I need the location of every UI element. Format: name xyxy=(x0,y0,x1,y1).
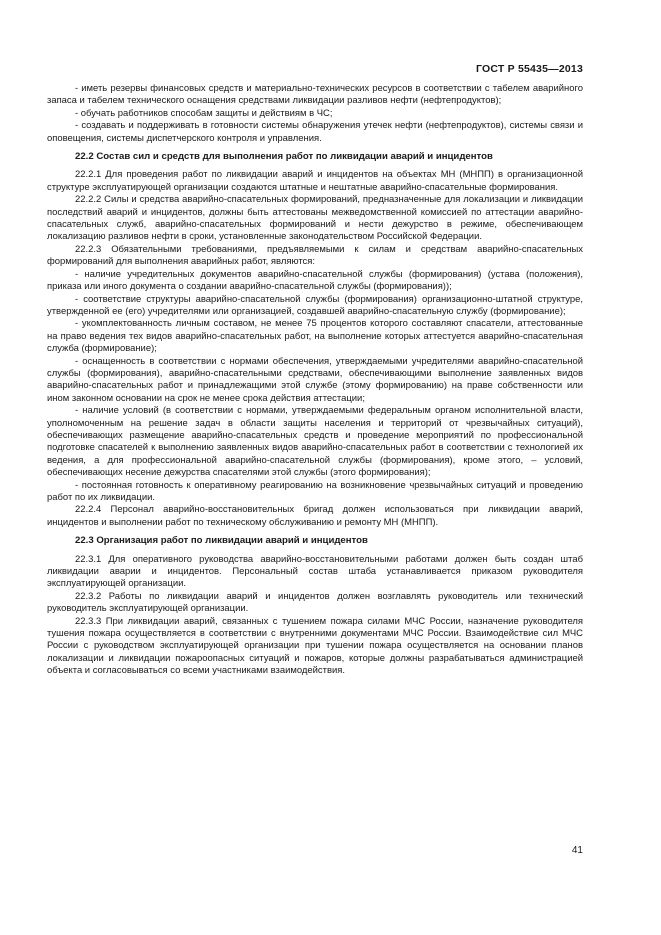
list-item: - наличие условий (в соответствии с нормами, утверждаемыми федеральным органом исполнительной власти, уполномоченным на решение задач в области защиты населения и территорий от чрезвычайных ситуаций), обеспечивающих размещение аварийно-спасательных средств и проведение мероприятий по профессиональной подготовке спасателей к выполнению заявленных видов аварийно-спасательных работ в соответствии с технологией их ведения, а для профессиональной аварийно-спасательной службы (формирования), кроме этого, – условий, обеспечивающих несение дежурства спасателями этой службы (этого формирования); xyxy=(47,405,583,479)
section-heading: 22.2 Состав сил и средств для выполнения работ по ликвидации аварий и инцидентов xyxy=(75,151,493,163)
paragraph: 22.2.3 Обязательными требованиями, предъявляемыми к силам и средствам аварийно-спасательных формирований для выполнения аварийных работ, являются: xyxy=(47,243,583,268)
paragraph: - иметь резервы финансовых средств и материально-технических ресурсов в соответствии с табелем аварийного запаса и табелем технического оснащения средствами ликвидации разливов нефти (нефтепродуктов); xyxy=(47,83,583,107)
standard-header: ГОСТ Р 55435—2013 xyxy=(475,63,583,75)
list-item: - соответствие структуры аварийно-спасательной службы (формирования) организационно-штатной структуре, утвержденной ее (его) учредителями или организацией, создавшей аварийно-спасательную службу (формирование); xyxy=(47,293,583,317)
paragraph: 22.2.4 Персонал аварийно-восстановительных бригад должен использоваться при ликвидации аварий, инцидентов и выполнении работ по техническому обслуживанию и ремонту МН (МНПП). xyxy=(47,504,583,528)
list-item: - наличие учредительных документов аварийно-спасательной службы (формирования) (устава (положения), приказа или иного документа о создании аварийно-спасательной службы (формирования)); xyxy=(47,268,583,293)
page-number: 41 xyxy=(571,845,583,856)
list-item: - оснащенность в соответствии с нормами обеспечения, утверждаемыми учредителями аварийно-спасательной службы (формирования), аварийно-спасательными средствами, обеспечивающими выполнение заявленных видов аварийно-спасательных работ и принадлежащими этой службе (этому формированию) на праве собственности или ином законном основании на срок не менее срока действия аттестации; xyxy=(47,355,583,404)
paragraph: - создавать и поддерживать в готовности системы обнаружения утечек нефти (нефтепродуктов), системы связи и оповещения, системы диспетчерского контроля и управления. xyxy=(47,120,583,144)
document-body xyxy=(47,83,583,678)
section-heading: 22.3 Организация работ по ликвидации аварий и инцидентов xyxy=(75,535,368,547)
list-item: - укомплектованность личным составом, не менее 75 процентов которого составляют спасатели, аттестованные на право ведения тех видов аварийно-спасательных работ, на выполнение которых аттестуется аварийно-спасательная служба (формирование); xyxy=(47,318,583,355)
paragraph: 22.2.2 Силы и средства аварийно-спасательных формирований, предназначенные для локализации и ликвидации последствий аварий и инцидентов, должны быть аттестованы межведомственной комиссией по аттестации аварийно-спасательных служб, аварийно-спасательных формирований и нести дежурство в режиме, обеспечивающем локализацию разливов нефти в сроки, установленные законодательством Российской Федерации. xyxy=(47,194,583,243)
paragraph: 22.3.1 Для оперативного руководства аварийно-восстановительными работами должен быть создан штаб ликвидации аварии и инцидентов. Персональный состав штаба устанавливается приказом руководителя эксплуатирующей организации. xyxy=(47,553,583,590)
paragraph: - обучать работников способам защиты и действиям в ЧС; xyxy=(75,107,333,119)
list-item: - постоянная готовность к оперативному реагированию на возникновение чрезвычайных ситуаций и проведению работ по их ликвидации. xyxy=(47,479,583,503)
paragraph: 22.2.1 Для проведения работ по ликвидации аварий и инцидентов на объектах МН (МНПП) в организационной структуре эксплуатирующей организации создаются штатные и нештатные аварийно-спасательные формирования. xyxy=(47,169,583,193)
paragraph: 22.3.2 Работы по ликвидации аварий и инцидентов должен возглавлять руководитель или технический руководитель эксплуатирующей организации. xyxy=(47,590,583,615)
paragraph: 22.3.3 При ликвидации аварий, связанных с тушением пожара силами МЧС России, назначение руководителя тушения пожара осуществляется в соответствии с внутренними документами МЧС России. Взаимодействие сил МЧС России с руководством эксплуатирующей организации при тушении пожара осуществляется на основании планов локализации и ликвидации пожароопасных ситуаций и пожаров, которые должны разрабатываться администрацией объекта и согласовываться со всеми участниками взаимодействия. xyxy=(47,615,583,677)
